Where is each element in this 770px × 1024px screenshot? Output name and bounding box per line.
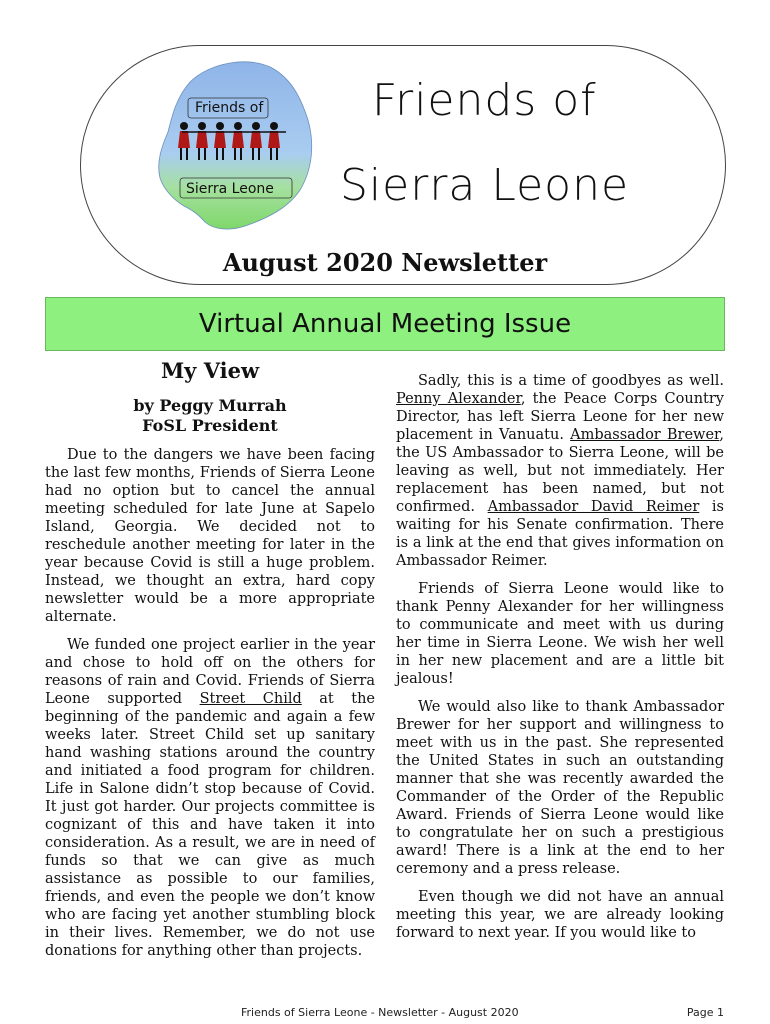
ambassador-reimer-link[interactable]: Ambassador David Reimer bbox=[487, 499, 700, 515]
logo-text-bottom: Sierra Leone bbox=[186, 181, 274, 197]
paragraph: Even though we did not have an annual meeting this year, we are already looking forward to next year. If you would like to bbox=[396, 889, 724, 941]
masthead-title-line2: Sierra Leone bbox=[340, 160, 630, 211]
article-title: My View bbox=[160, 358, 260, 383]
footer-text: Friends of Sierra Leone - Newsletter - August 2020 bbox=[241, 1006, 519, 1019]
left-column bbox=[45, 360, 375, 970]
masthead-title-line1: Friends of bbox=[372, 75, 597, 126]
paragraph: We funded one project earlier in the year and chose to hold off on the others for reasons of rain and Covid. Friends of Sierra Leone supported Street Child at the beginning of the pandemic and again a few weeks later. Street Child set up sanitary hand washing stations around the country and initiated a food program for children. Life in Salone didn’t stop because of Covid. It just got harder. Our projects committee is cognizant of this and have taken it into consideration. As a result, we are in need of funds so that we can give as much assistance as possible to our families, friends, and even the people we don’t know who are facing yet another stumbling block in their lives. Remember, we do not use donations for anything other than projects. bbox=[45, 637, 376, 959]
logo-text-top: Friends of bbox=[195, 100, 264, 116]
street-child-link[interactable]: Street Child bbox=[199, 691, 302, 707]
issue-banner-label: Virtual Annual Meeting Issue bbox=[198, 309, 572, 339]
sierra-leone-logo bbox=[150, 50, 320, 240]
page-number: Page 1 bbox=[686, 1006, 724, 1019]
paragraph: Friends of Sierra Leone would like to thank Penny Alexander for her willingness to communicate and meet with us during her time in Sierra Leone. We wish her well in her new placement and are a little bit jealous! bbox=[396, 581, 724, 687]
issue-date: August 2020 Newsletter bbox=[222, 248, 548, 277]
article-author-role: FoSL President bbox=[142, 416, 278, 435]
paragraph: Sadly, this is a time of goodbyes as well. Penny Alexander, the Peace Corps Country Director, has left Sierra Leone for her new placement in Vanuatu. Ambassador Brewer, the US Ambassador to Sierra Leone, will be leaving as well, but not immediately. Her replacement has been named, but not confirmed. Ambassador David Reimer is waiting for his Senate confirmation. There is a link at the end that gives information on Ambassador Reimer. bbox=[396, 373, 724, 569]
issue-banner bbox=[45, 297, 725, 351]
ambassador-brewer-link[interactable]: Ambassador Brewer bbox=[570, 427, 720, 443]
right-column bbox=[396, 360, 724, 952]
penny-alexander-link[interactable]: Penny Alexander bbox=[396, 391, 521, 407]
article-author: by Peggy Murrah bbox=[133, 396, 287, 415]
paragraph: We would also like to thank Ambassador Brewer for her support and willingness to meet with us in the past. She represented the United States in such an outstanding manner that she was recently awarded the Commander of the Order of the Republic Award. Friends of Sierra Leone would like to congratulate her on such a prestigious award! There is a link at the end to her ceremony and a press release. bbox=[396, 699, 724, 877]
paragraph: Due to the dangers we have been facing the last few months, Friends of Sierra Leone had no option but to cancel the annual meeting scheduled for late June at Sapelo Island, Georgia. We decided not to reschedule another meeting for later in the year because Covid is still a huge problem. Instead, we thought an extra, hard copy newsletter would be a more appropriate alternate. bbox=[45, 447, 375, 625]
